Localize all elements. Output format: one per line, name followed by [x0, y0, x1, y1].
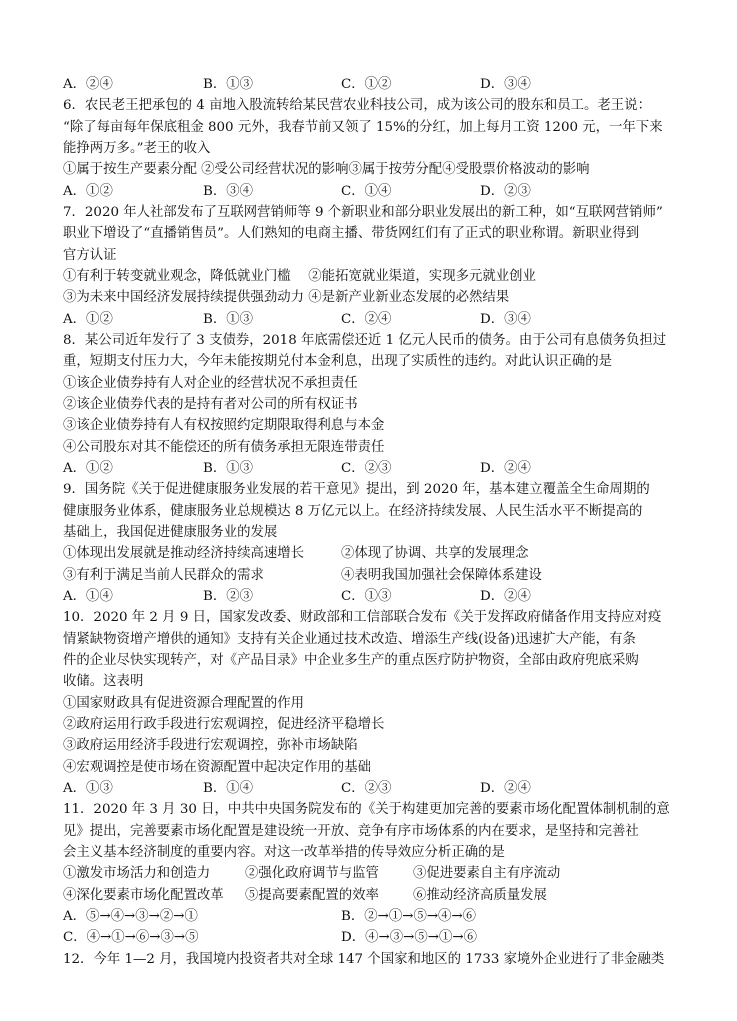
top-options-row	[63, 76, 683, 93]
q7-line-3: 官方认证	[63, 248, 117, 263]
option-b: B．③④	[203, 184, 254, 199]
q6-line-3: 能挣两万多。”老王的收入	[63, 141, 211, 156]
q9-item-3: ③有利于满足当前人民群众的需求	[63, 568, 264, 583]
q6-options	[63, 183, 683, 200]
q11-item-row-2	[63, 887, 683, 904]
q7-item-row-2: ③为未来中国经济发展持续提供强劲动力 ④是新产业新业态发展的必然结果	[63, 290, 510, 305]
q9-item-row-2	[63, 567, 683, 584]
q11-line-2: 见》提出，完善要素市场化配置是建设统一开放、竞争有序市场体系的内在要求，是坚持和完善社	[63, 824, 639, 839]
option-b: B．①③	[203, 461, 254, 476]
q9-item-4: ④表明我国加强社会保障体系建设	[341, 568, 542, 583]
option-a: A．①②	[63, 184, 113, 199]
option-d: D．②③	[480, 184, 531, 199]
q10-line-3: 件的企业尽快实现转产，对《产品目录》中企业多生产的重点医疗防护物资，全部由政府兜底采购	[63, 653, 639, 668]
q9-item-row-1	[63, 545, 683, 562]
option-c: C．②④	[341, 312, 392, 327]
q11-item-row-1	[63, 865, 683, 882]
q10-item-1: ①国家财政具有促进资源合理配置的作用	[63, 696, 305, 711]
option-c: C．①②	[341, 77, 392, 92]
q11-line-1: 11．2020 年 3 月 30 日，中共中央国务院发布的《关于构建更加完善的要素市场化配置体制机制的意	[63, 802, 670, 817]
option-b: B．②→①→⑤→④→⑥	[341, 909, 477, 924]
q8-line-2: 重，短期支付压力大，今年未能按期兑付本金利息，出现了实质性的违约。对此认识正确的是	[63, 354, 613, 369]
q11-options-row-1	[63, 908, 683, 925]
q7-options	[63, 311, 683, 328]
q8-item-3: ③该企业债券持有人有权按照约定期限取得利息与本金	[63, 418, 385, 433]
option-c: C．④→①→⑥→③→⑤	[63, 930, 199, 945]
option-a: A．①④	[63, 589, 113, 604]
q8-item-4: ④公司股东对其不能偿还的所有债务承担无限连带责任	[63, 440, 385, 455]
option-a: A．②④	[63, 77, 113, 92]
q9-line-3: 基础上，我国促进健康服务业的发展	[63, 525, 278, 540]
option-a: A．①②	[63, 312, 113, 327]
q10-line-2: 情紧缺物资增产增供的通知》支持有关企业通过技术改造、增添生产线(设备)迅速扩大产能，有条	[63, 632, 636, 647]
q10-item-2: ②政府运用行政手段进行宏观调控，促进经济平稳增长	[63, 717, 385, 732]
q10-item-4: ④宏观调控是使市场在资源配置中起决定作用的基础	[63, 760, 371, 775]
q8-item-1: ①该企业债券持有人对企业的经营状况不承担责任	[63, 376, 358, 391]
q11-item-1: ①激发市场活力和创造力	[63, 866, 211, 881]
option-c: C．②③	[341, 781, 392, 796]
q8-options	[63, 460, 683, 477]
q9-options	[63, 588, 683, 605]
option-a: A．①③	[63, 781, 113, 796]
q9-line-1: 9．国务院《关于促进健康服务业发展的若干意见》提出，到 2020 年，基本建立覆盖全生命周期的	[63, 482, 650, 497]
option-b: B．②③	[203, 589, 254, 604]
option-c: C．②③	[341, 461, 392, 476]
q11-options-row-2	[63, 929, 683, 946]
option-d: D．②④	[480, 461, 531, 476]
option-c: C．①④	[341, 184, 392, 199]
q8-line-1: 8．某公司近年发行了 3 支债券，2018 年底需偿还近 1 亿元人民币的债务。由于公司有息债务负担过	[63, 333, 667, 348]
q11-item-5: ⑤提高要素配置的效率	[245, 888, 379, 903]
q7-line-1: 7．2020 年人社部发布了互联网营销师等 9 个新职业和部分职业发展出的新工种，如“互联网营销师”	[63, 205, 663, 220]
q9-item-2: ②体现了协调、共享的发展理念	[341, 546, 529, 561]
option-d: D．②④	[480, 781, 531, 796]
q6-line-2: “除了每亩每年保底租金 800 元外，我春节前又领了 15%的分红，加上每月工资 1200 元，一年下来	[63, 120, 663, 135]
option-c: C．①③	[341, 589, 392, 604]
q11-item-2: ②强化政府调节与监管	[245, 866, 379, 881]
q10-options	[63, 780, 683, 797]
option-d: D．②④	[480, 589, 531, 604]
q10-line-4: 收储。这表明	[63, 674, 144, 689]
q8-item-2: ②该企业债券代表的是持有者对公司的所有权证书	[63, 397, 358, 412]
q9-item-1: ①体现出发展就是推动经济持续高速增长	[63, 546, 305, 561]
q11-item-4: ④深化要素市场化配置改革	[63, 888, 224, 903]
option-d: D．③④	[480, 77, 531, 92]
q11-item-6: ⑥推动经济高质量发展	[413, 888, 547, 903]
q7-line-2: 职业下增设了“直播销售员”。人们熟知的电商主播、带货网红们有了正式的职业称谓。新职业得到	[63, 226, 640, 241]
q10-item-3: ③政府运用经济手段进行宏观调控，弥补市场缺陷	[63, 738, 358, 753]
option-a: A．⑤→④→③→②→①	[63, 909, 198, 924]
option-b: B．①③	[203, 77, 254, 92]
q12-line-1: 12．今年 1—2 月，我国境内投资者共对全球 147 个国家和地区的 1733 家境外企业进行了非金融类	[63, 952, 665, 967]
q10-line-1: 10．2020 年 2 月 9 日，国家发改委、财政部和工信部联合发布《关于发挥政府储备作用支持应对疫	[63, 610, 662, 625]
q9-line-2: 健康服务业体系，健康服务业总规模达 8 万亿元以上。在经济持续发展、人民生活水平不断提高的	[63, 504, 643, 519]
q7-item-row-1: ①有利于转变就业观念，降低就业门槛 ②能拓宽就业渠道，实现多元就业创业	[63, 269, 536, 284]
option-d: D．③④	[480, 312, 531, 327]
option-a: A．①②	[63, 461, 113, 476]
option-d: D．④→③→⑤→①→⑥	[341, 930, 477, 945]
option-b: B．①③	[203, 312, 254, 327]
q6-items: ①属于按生产要素分配 ②受公司经营状况的影响③属于按劳分配④受股票价格波动的影响	[63, 162, 590, 177]
option-b: B．①④	[203, 781, 254, 796]
q6-line-1: 6．农民老王把承包的 4 亩地入股流转给某民营农业科技公司，成为该公司的股东和员工。老王说：	[63, 98, 651, 113]
q11-line-3: 会主义基本经济制度的重要内容。对这一改革举措的传导效应分析正确的是	[63, 845, 505, 860]
q11-item-3: ③促进要素自主有序流动	[413, 866, 561, 881]
